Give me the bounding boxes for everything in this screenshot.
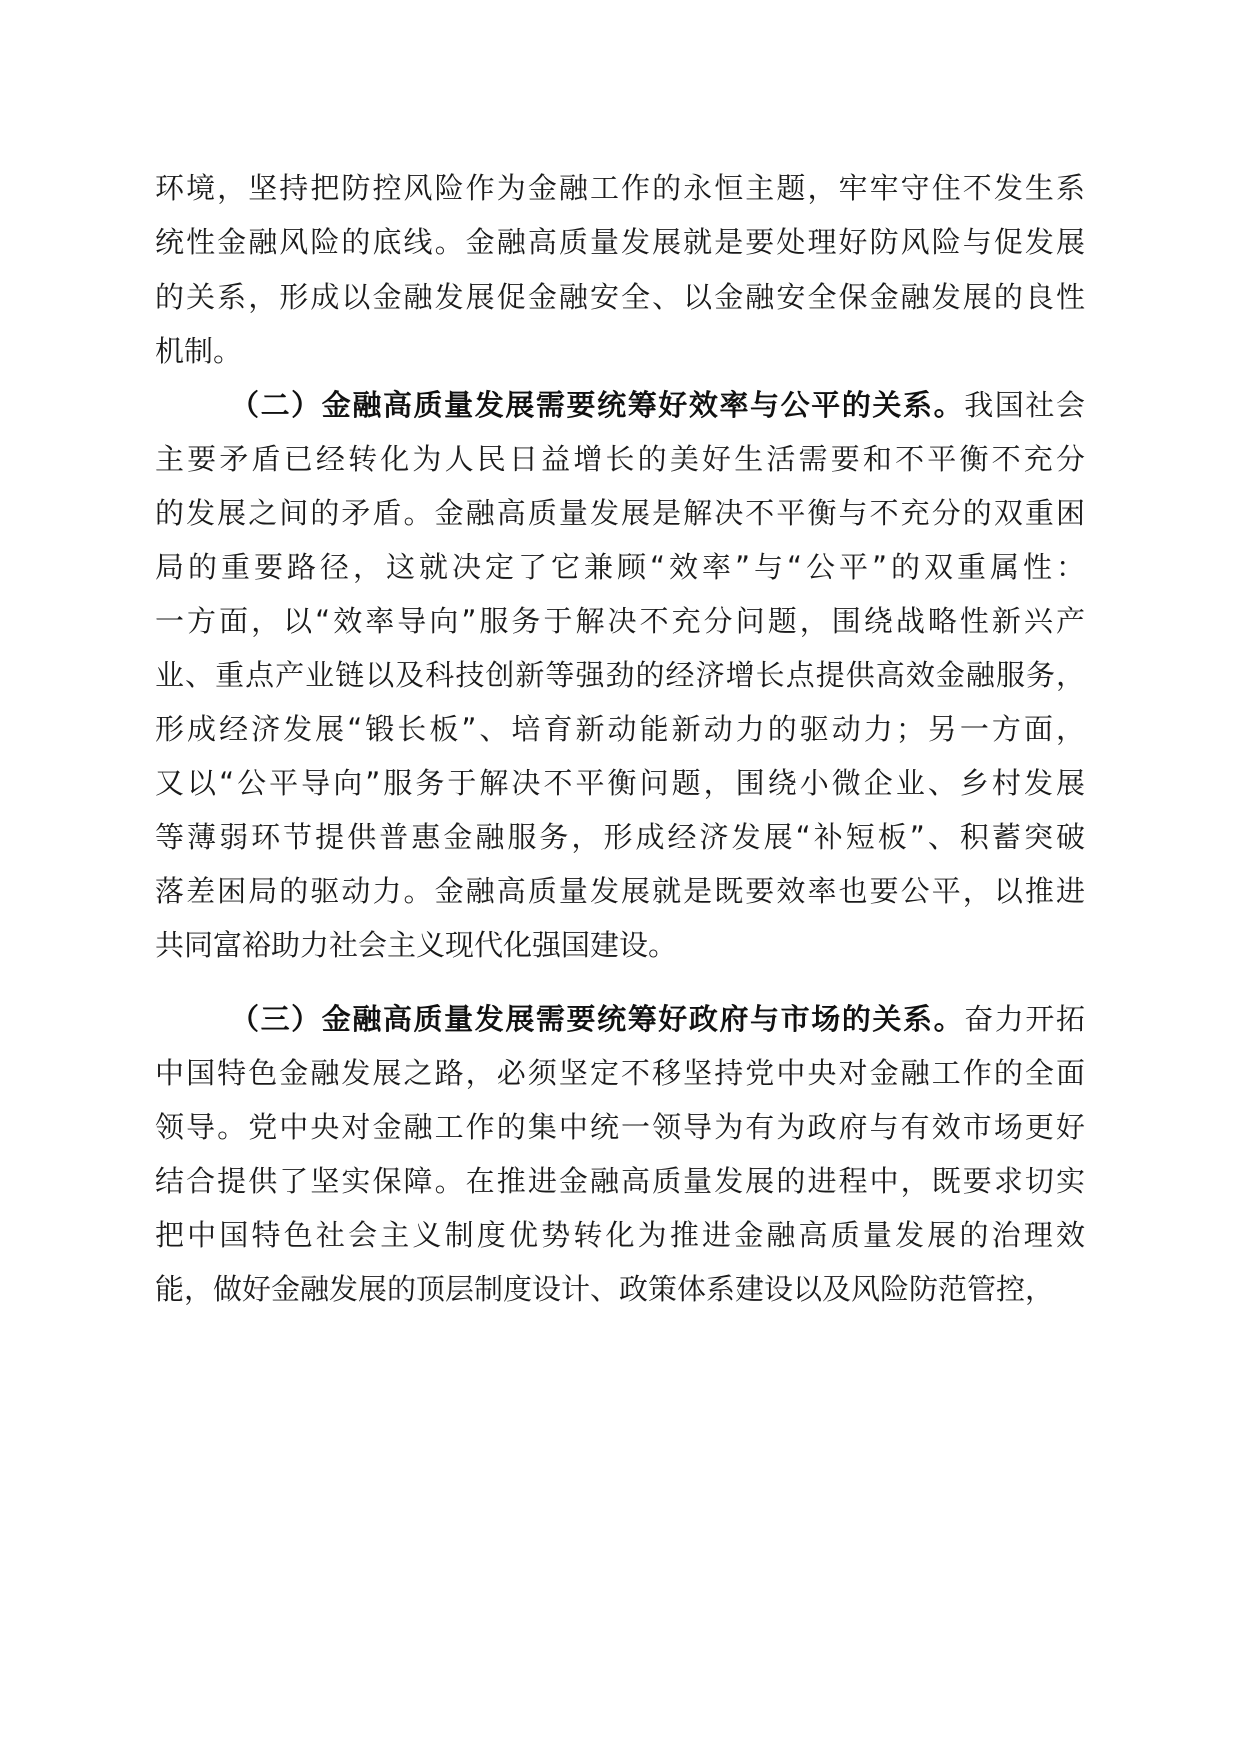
- section-2-first-line-tail: 我国社会: [964, 388, 1085, 422]
- paragraph-1-line-3: 的关系，形成以金融发展促金融安全、以金融安全保金融发展的良性: [155, 280, 1085, 314]
- section-2-line-9: 等薄弱环节提供普惠金融服务，形成经济发展“补短板”、积蓄突破: [155, 820, 1085, 854]
- paragraph-1-line-1: 环境，坚持把防控风险作为金融工作的永恒主题，牢牢守住不发生系: [155, 171, 1085, 205]
- section-2-line-10: 落差困局的驱动力。金融高质量发展就是既要效率也要公平，以推进: [155, 874, 1085, 908]
- section-3-first-line-tail: 奋力开拓: [964, 1002, 1085, 1036]
- section-2-line-7: 形成经济发展“锻长板”、培育新动能新动力的驱动力；另一方面，: [155, 712, 1085, 746]
- section-3-line-2: 中国特色金融发展之路，必须坚定不移坚持党中央对金融工作的全面: [155, 1056, 1085, 1090]
- section-3-heading: （三）金融高质量发展需要统筹好政府与市场的关系。: [230, 1002, 965, 1036]
- section-2-line-11: 共同富裕助力社会主义现代化强国建设。: [155, 928, 678, 962]
- section-3-line-5: 把中国特色社会主义制度优势转化为推进金融高质量发展的治理效: [155, 1218, 1085, 1252]
- section-3-first-line: [230, 994, 1085, 1044]
- section-2-line-6: 业、重点产业链以及科技创新等强劲的经济增长点提供高效金融服务，: [155, 658, 1085, 692]
- section-2-line-2: 主要矛盾已经转化为人民日益增长的美好生活需要和不平衡不充分: [155, 442, 1085, 476]
- section-2-line-5: 一方面，以“效率导向”服务于解决不充分问题，围绕战略性新兴产: [155, 604, 1085, 638]
- paragraph-1-line-2: 统性金融风险的底线。金融高质量发展就是要处理好防风险与促发展: [155, 225, 1085, 259]
- paragraph-1-line-4: 机制。: [155, 334, 243, 368]
- section-2-first-line: [230, 380, 1085, 430]
- section-2-line-8: 又以“公平导向”服务于解决不平衡问题，围绕小微企业、乡村发展: [155, 766, 1085, 800]
- section-2-line-3: 的发展之间的矛盾。金融高质量发展是解决不平衡与不充分的双重困: [155, 496, 1085, 530]
- section-3-line-6: 能，做好金融发展的顶层制度设计、政策体系建设以及风险防范管控，: [155, 1272, 1055, 1306]
- section-2-heading: （二）金融高质量发展需要统筹好效率与公平的关系。: [230, 388, 965, 422]
- section-2-line-4: 局的重要路径，这就决定了它兼顾“效率”与“公平”的双重属性：: [155, 550, 1085, 584]
- section-3-line-4: 结合提供了坚实保障。在推进金融高质量发展的进程中，既要求切实: [155, 1164, 1085, 1198]
- section-3-line-3: 领导。党中央对金融工作的集中统一领导为有为政府与有效市场更好: [155, 1110, 1085, 1144]
